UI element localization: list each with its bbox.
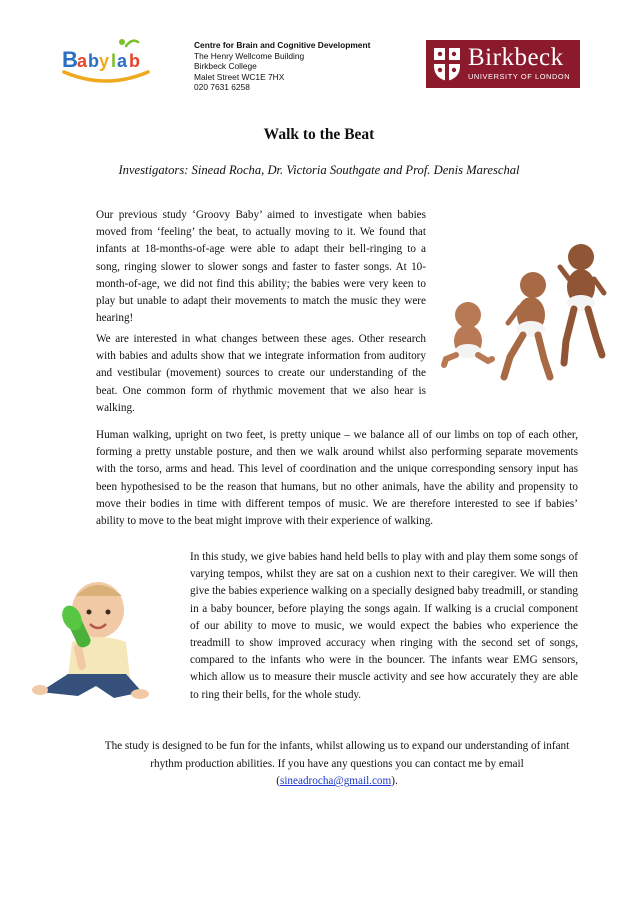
email-close: ). [391,775,398,788]
paragraph-interests: We are interested in what changes between these ages. Other research with babies and adults show that we integrate information from auditory and vestibular (movement) sources to create our understanding of the beat. One common form of rhythmic movement that we also hear is walking. [96,333,426,414]
paragraph-this-study: In this study, we give babies hand held bells to play with and play them some songs of varying tempos, whilst they are sat on a cushion next to their caregiver. We will then give the babies experience walking on a specially designed baby treadmill, or standing in a baby bouncer, before playing the songs again. If walking is a crucial component of our ability to move to music, we would expect the babies who experience the treadmill to show improved accuracy when ringing with the second set of songs, compared to the infants who were in the bouncer. The infants wear EMG sensors, which allow us to measure their muscle activity and see how accurately they are able to ring their bells, for the whole study. [190,551,578,701]
email-open: ( [276,775,280,788]
address-line: 020 7631 6258 [194,82,250,93]
page-title: Walk to the Beat [263,126,375,143]
svg-text:a: a [77,51,88,71]
svg-text:l: l [111,51,117,71]
svg-text:B: B [62,47,78,72]
address-line: Birkbeck College [194,61,257,72]
crest-icon [432,46,462,82]
babylab-logo [56,34,156,84]
university-subtitle: UNIVERSITY OF LONDON [468,72,571,81]
email-link[interactable]: sineadrocha@gmail.com [279,775,392,788]
closing-paragraph [96,738,578,791]
address-line: The Henry Wellcome Building [194,50,305,61]
baby-figure [504,272,550,377]
paragraph-previous-study: Our previous study ‘Groovy Baby’ aimed to investigate when babies moved from ‘feeling’ the beat, to actually moving to it. We found that infants at 18-months-of-age were able to adapt their bell-ringing to a song, ringing slower to slower songs and faster to faster songs. At 10-month-of-age, we did not find this ability; the babies were very keen to play but unable to adapt their movements to match the music they were hearing! [96,209,426,325]
baby-figure [444,302,492,365]
investigators-line: Investigators: Sinead Rocha, Dr. Victoria Southgate and Prof. Denis Mareschal [118,163,520,177]
address-line: Malet Street WC1E 7HX [194,71,285,82]
birkbeck-logo [426,40,580,88]
university-name: Birkbeck [468,44,564,71]
walking-babies-image [438,237,608,397]
svg-text:b: b [88,51,99,71]
svg-text:a: a [117,51,128,71]
svg-text:b: b [129,51,140,71]
address-line: Centre for Brain and Cognitive Development [194,40,371,50]
svg-text:y: y [99,51,110,71]
closing-text: The study is designed to be fun for the infants, whilst allowing us to expand our understanding of infant rhythm production abilities. If you have any questions you can contact me by email [104,740,570,770]
baby-figure [560,244,604,363]
address-block [194,40,414,93]
paragraph-human-walking: Human walking, upright on two feet, is pretty unique – we balance all of our limbs on top of each other, forming a pretty unstable posture, and then we walk around whilst also performing separate movements with the torso, arms and head. This level of coordination and the unique corresponding sensory input has been hypothesised to be the reason that humans, but no other animals, have the ability and propensity to move their bodies in time with different tempos of music. We are therefore interested to see if babies’ ability to move to the beat might improve with their experience of walking. [96,429,578,528]
baby-with-bell-image [26,566,160,706]
